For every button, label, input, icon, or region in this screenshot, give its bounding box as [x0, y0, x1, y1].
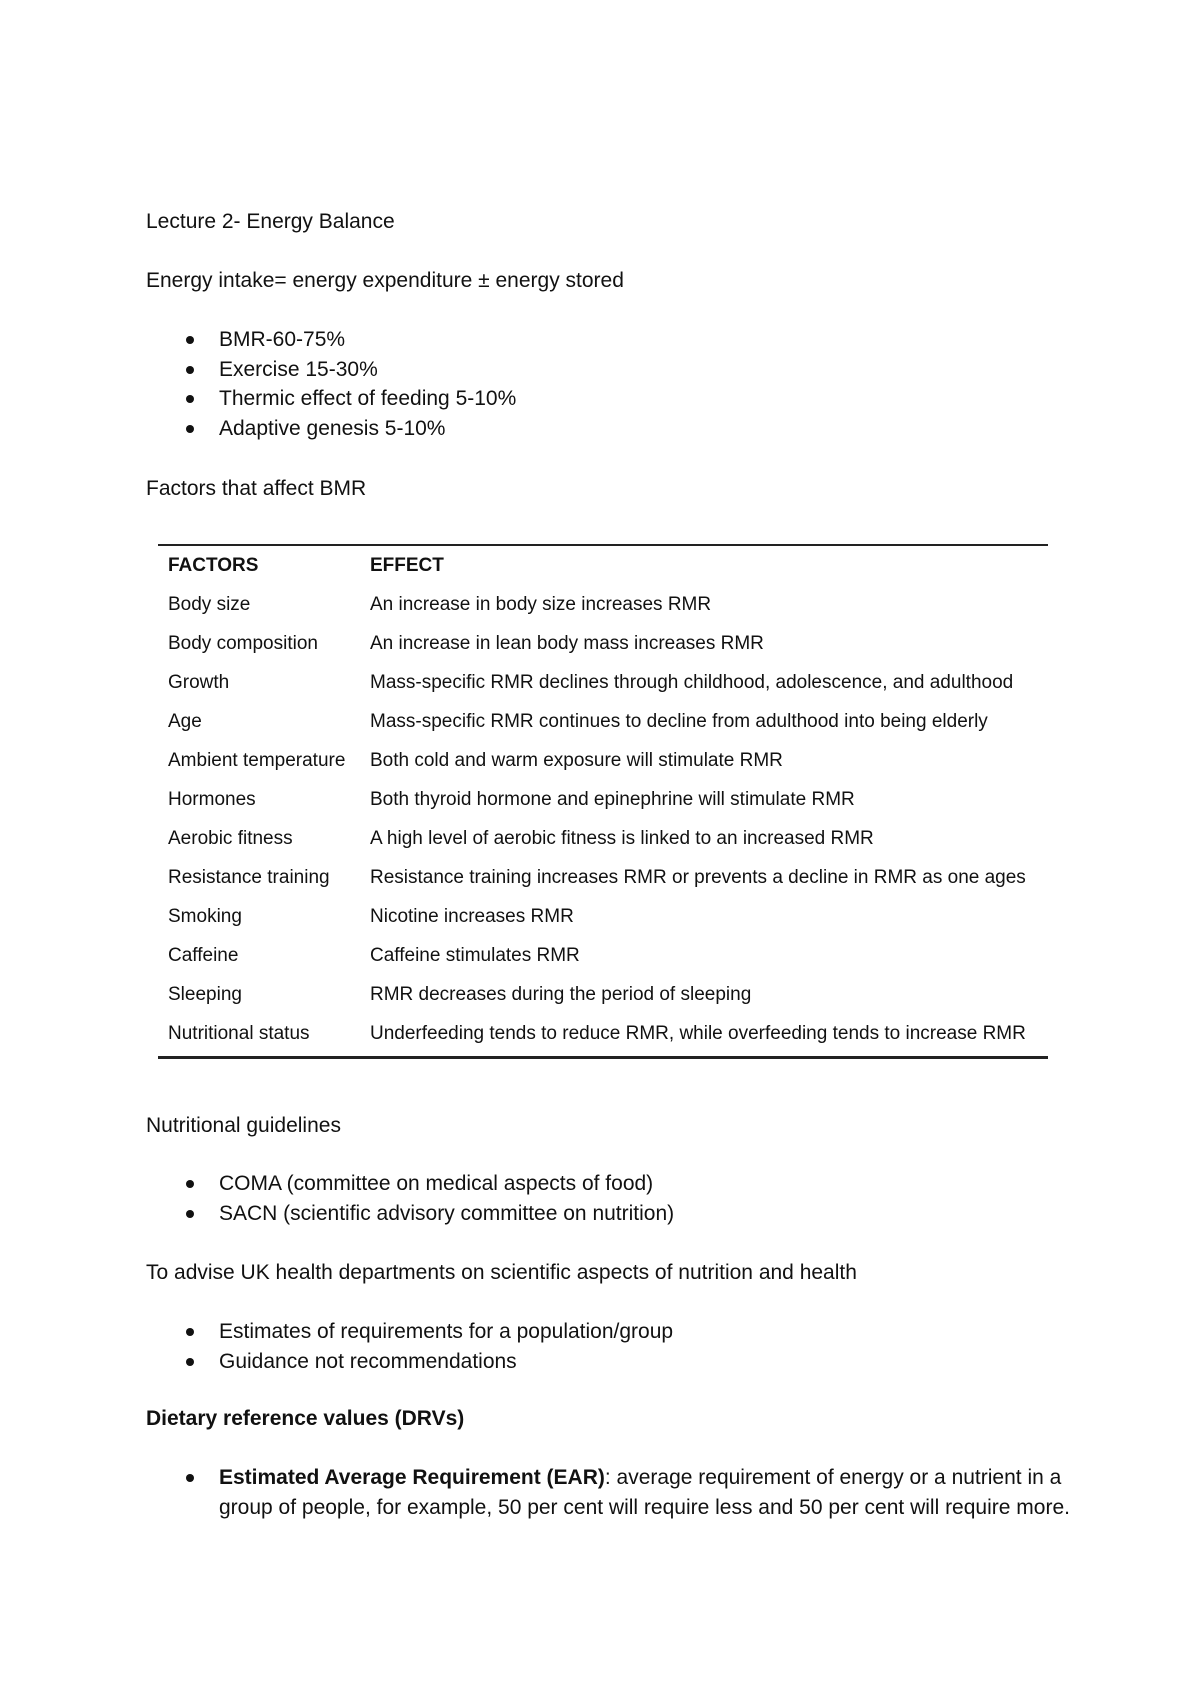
drv-heading: Dietary reference values (DRVs): [146, 1407, 465, 1430]
table-row: [158, 819, 1048, 858]
effect-cell: Mass-specific RMR declines through childhood, adolescence, and adulthood: [370, 672, 1014, 693]
factor-cell: Hormones: [168, 789, 256, 810]
effect-cell: Nicotine increases RMR: [370, 906, 574, 927]
list-item: Adaptive genesis 5-10%: [146, 414, 516, 444]
ear-definition: : average requirement of energy or a nutrient in a group of people, for example, 50 per cent will require less and 50 per cent will require more.: [219, 1466, 1070, 1519]
lecture-title: Lecture 2- Energy Balance: [146, 210, 395, 233]
effect-cell: Both thyroid hormone and epinephrine will stimulate RMR: [370, 789, 855, 810]
list-item: SACN (scientific advisory committee on nutrition): [146, 1199, 674, 1229]
advise-list: [146, 1317, 673, 1376]
bullet-icon: [186, 395, 194, 403]
effect-cell: Underfeeding tends to reduce RMR, while overfeeding tends to increase RMR: [370, 1023, 1026, 1044]
effect-cell: Both cold and warm exposure will stimulate RMR: [370, 750, 783, 771]
list-item: Guidance not recommendations: [146, 1347, 673, 1377]
table-row: [158, 624, 1048, 663]
factor-cell: Caffeine: [168, 945, 239, 966]
factor-cell: Smoking: [168, 906, 242, 927]
table-row: [158, 780, 1048, 819]
bmr-factors-heading: Factors that affect BMR: [146, 477, 367, 500]
effect-cell: Resistance training increases RMR or prevents a decline in RMR as one ages: [370, 867, 1026, 888]
advise-text: To advise UK health departments on scientific aspects of nutrition and health: [146, 1261, 857, 1284]
factor-cell: Growth: [168, 672, 230, 693]
effect-cell: A high level of aerobic fitness is linked to an increased RMR: [370, 828, 874, 849]
bullet-icon: [186, 1474, 194, 1482]
list-item: Thermic effect of feeding 5-10%: [146, 384, 516, 414]
factor-cell: Sleeping: [168, 984, 242, 1005]
table-row: [158, 936, 1048, 975]
factor-cell: Nutritional status: [168, 1023, 310, 1044]
table-row: [158, 975, 1048, 1014]
factor-cell: Body composition: [168, 633, 318, 654]
bullet-icon: [186, 366, 194, 374]
list-item: COMA (committee on medical aspects of food): [146, 1169, 674, 1199]
header-factors: FACTORS: [168, 555, 259, 576]
guidelines-heading: Nutritional guidelines: [146, 1114, 341, 1137]
factor-cell: Resistance training: [168, 867, 330, 888]
list-item: Estimates of requirements for a population/group: [146, 1317, 673, 1347]
header-effect: EFFECT: [370, 555, 444, 576]
table-row: [158, 1014, 1048, 1053]
bullet-icon: [186, 1328, 194, 1336]
effect-cell: RMR decreases during the period of sleeping: [370, 984, 752, 1005]
table-header-row: [158, 546, 1048, 585]
factor-cell: Aerobic fitness: [168, 828, 293, 849]
bullet-icon: [186, 1358, 194, 1366]
list-item: Exercise 15-30%: [146, 355, 516, 385]
bullet-icon: [186, 1210, 194, 1218]
factor-cell: Age: [168, 711, 202, 732]
effect-cell: An increase in lean body mass increases RMR: [370, 633, 764, 654]
table-row: [158, 702, 1048, 741]
factor-cell: Ambient temperature: [168, 750, 346, 771]
guideline-bodies-list: [146, 1169, 674, 1228]
effect-cell: Mass-specific RMR continues to decline from adulthood into being elderly: [370, 711, 988, 732]
table-row: [158, 897, 1048, 936]
ear-term: Estimated Average Requirement (EAR): [219, 1466, 605, 1489]
ear-definition-item: [146, 1463, 1086, 1523]
effect-cell: Caffeine stimulates RMR: [370, 945, 580, 966]
table-row: [158, 858, 1048, 897]
table-bottom-rule: [158, 1056, 1048, 1059]
table-row: [158, 663, 1048, 702]
list-item: BMR-60-75%: [146, 325, 516, 355]
table-row: [158, 741, 1048, 780]
bullet-icon: [186, 336, 194, 344]
expenditure-list: [146, 325, 516, 443]
bullet-icon: [186, 425, 194, 433]
energy-equation: Energy intake= energy expenditure ± energy stored: [146, 269, 624, 292]
bullet-icon: [186, 1180, 194, 1188]
factor-cell: Body size: [168, 594, 251, 615]
effect-cell: An increase in body size increases RMR: [370, 594, 712, 615]
table-row: [158, 585, 1048, 624]
